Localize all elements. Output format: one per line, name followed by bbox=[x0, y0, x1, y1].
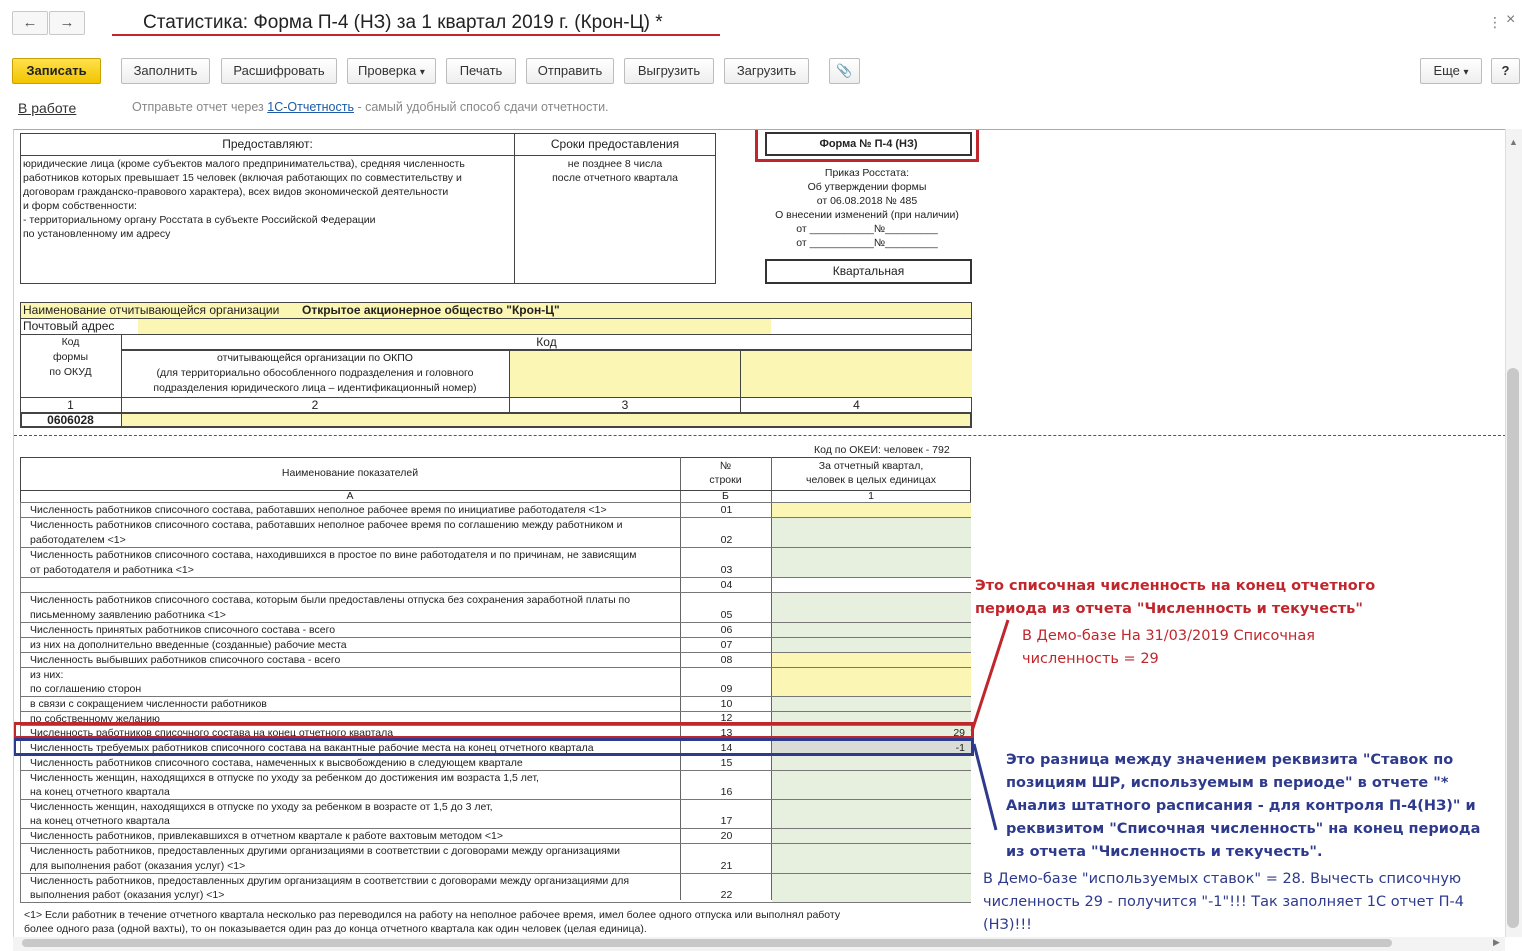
head-num-1: № bbox=[719, 460, 732, 472]
row-number: 07 bbox=[720, 639, 733, 651]
arrow-right-icon: → bbox=[59, 14, 75, 31]
row-label: Численность работников списочного состава, работавших неполное рабочее время по инициативе работодателя <1> bbox=[30, 504, 607, 516]
sub-1: 1 bbox=[868, 490, 874, 502]
row-label-continued: письменному заявлению работника <1> bbox=[30, 609, 226, 621]
arrow-left-icon: ← bbox=[22, 14, 38, 31]
row-number: 06 bbox=[720, 624, 733, 636]
row-number: 20 bbox=[720, 830, 733, 842]
row-number: 15 bbox=[720, 757, 733, 769]
window-title: Статистика: Форма П-4 (НЗ) за 1 квартал 2019 г. (Крон-Ц) * bbox=[143, 12, 663, 33]
code-col-4: 4 bbox=[853, 398, 860, 412]
row-label: из них на дополнительно введенные (созданные) рабочие места bbox=[30, 639, 347, 651]
red-connector bbox=[972, 620, 1008, 731]
code-header: Код bbox=[536, 335, 557, 349]
check-label: Проверка bbox=[358, 63, 417, 78]
okud-label-line: по ОКУД bbox=[49, 366, 92, 378]
row-label-continued: работодателем <1> bbox=[30, 534, 126, 546]
row-value-field[interactable]: -1 bbox=[772, 741, 971, 755]
org-name-value[interactable]: Открытое акционерное общество "Крон-Ц" bbox=[302, 303, 560, 317]
order-line: от ___________№_________ bbox=[796, 223, 938, 235]
annotation-blue-line: (НЗ)!!! bbox=[983, 917, 1032, 933]
annotation-red-bold-line: Это списочная численность на конец отчетного bbox=[975, 578, 1376, 594]
row-number: 17 bbox=[720, 815, 733, 827]
status-hint-suffix: - самый удобный способ сдачи отчетности. bbox=[357, 100, 609, 114]
export-button[interactable]: Выгрузить bbox=[624, 58, 714, 84]
provide-title: Предоставляют: bbox=[222, 137, 313, 151]
row-number: 02 bbox=[720, 534, 733, 546]
sub-b: Б bbox=[722, 490, 729, 502]
row-label: Численность выбывших работников списочного состава - всего bbox=[30, 654, 341, 666]
annotation-blue-bold bbox=[1006, 749, 1480, 864]
annotation-red-bold-line: периода из отчета "Численность и текучесть" bbox=[975, 601, 1363, 617]
row-label: Численность работников списочного состава, находившихся в простое по вине работодателя и по причинам, не зависящим bbox=[30, 549, 637, 561]
chevron-down-icon: ▾ bbox=[1463, 67, 1469, 78]
deadline-line: после отчетного квартала bbox=[552, 172, 678, 184]
send-button[interactable]: Отправить bbox=[526, 58, 614, 84]
decode-button[interactable]: Расшифровать bbox=[221, 58, 337, 84]
okei-note: Код по ОКЕИ: человек - 792 bbox=[814, 444, 950, 456]
annotation-red-bold bbox=[975, 575, 1375, 621]
row-number: 13 bbox=[720, 727, 733, 739]
close-icon[interactable]: × bbox=[1506, 11, 1516, 28]
row-label: Численность женщин, находящихся в отпуске по уходу за ребенком до достижения им возраста 1,5 лет, bbox=[30, 772, 539, 784]
order-line: Приказ Росстата: bbox=[824, 167, 910, 179]
import-button[interactable]: Загрузить bbox=[724, 58, 809, 84]
row-label: Численность работников, предоставленных другими организациями в соответствии с договорами между организациями bbox=[30, 845, 620, 857]
annotation-blue-bold-line: позициям ШР, используемым в периоде" в отчете "* bbox=[1006, 775, 1449, 791]
print-button[interactable]: Печать bbox=[446, 58, 516, 84]
provide-line: юридические лица (кроме субъектов малого предпринимательства), средняя численность bbox=[23, 158, 465, 170]
row-label: Численность женщин, находящихся в отпуске по уходу за ребенком в возрасте от 1,5 до 3 лет, bbox=[30, 801, 493, 813]
order-line: от ___________№_________ bbox=[796, 237, 938, 249]
scroll-right-icon[interactable]: ▶ bbox=[1493, 937, 1500, 947]
row-number: 03 bbox=[720, 564, 733, 576]
more-label: Еще bbox=[1433, 63, 1460, 78]
fill-button[interactable]: Заполнить bbox=[121, 58, 210, 84]
head-name: Наименование показателей bbox=[281, 467, 419, 479]
okpo-label-line: подразделения юридического лица – идентификационный номер) bbox=[153, 382, 477, 394]
form-number: Форма № П-4 (НЗ) bbox=[819, 138, 918, 150]
provide-line: по установленному им адресу bbox=[23, 228, 171, 240]
row-value-field[interactable]: 29 bbox=[772, 726, 971, 740]
row-label: в связи с сокращением численности работников bbox=[30, 698, 267, 710]
okud-label-line: Код bbox=[61, 336, 80, 348]
row-label: Численность работников, предоставленных другим организациям в соответствии с договорами между организациями для bbox=[30, 875, 630, 887]
annotation-blue-line: В Демо-базе "используемых ставок" = 28. Вычесть списочную bbox=[983, 871, 1462, 887]
row-number: 04 bbox=[720, 579, 733, 591]
row-label-continued: от работодателя и работника <1> bbox=[30, 564, 194, 576]
annotation-red bbox=[1022, 625, 1315, 671]
blue-connector bbox=[974, 744, 996, 830]
row-label-continued: по соглашению сторон bbox=[30, 683, 142, 695]
code-col-1: 1 bbox=[67, 398, 74, 412]
annotation-blue-bold-line: реквизитом "Списочная численность" на конец периода bbox=[1006, 821, 1481, 837]
row-number: 22 bbox=[720, 889, 733, 901]
chevron-down-icon: ▾ bbox=[419, 67, 425, 78]
row-number: 01 bbox=[720, 504, 733, 516]
code-col-2: 2 bbox=[311, 398, 319, 412]
annotation-red-line: численность = 29 bbox=[1022, 651, 1159, 667]
help-button[interactable]: ? bbox=[1491, 58, 1520, 84]
reporting-service-link[interactable]: 1С-Отчетность bbox=[267, 100, 354, 114]
deadline-line: не позднее 8 числа bbox=[567, 158, 663, 170]
row-label-continued: для выполнения работ (оказания услуг) <1> bbox=[30, 860, 246, 872]
provide-line: - территориальному органу Росстата в субъекте Российской Федерации bbox=[23, 214, 376, 226]
head-val-1: За отчетный квартал, bbox=[818, 460, 924, 472]
order-line: от 06.08.2018 № 485 bbox=[816, 195, 918, 207]
deadline-title: Сроки предоставления bbox=[550, 137, 680, 151]
row-label-continued: выполнения работ (оказания услуг) <1> bbox=[30, 889, 225, 901]
okpo-label-line: (для территориально обособленного подразделения и головного bbox=[156, 367, 474, 379]
annotation-blue-bold-line: из отчета "Численность и текучесть". bbox=[1006, 844, 1323, 860]
row-label: Численность принятых работников списочного состава - всего bbox=[30, 624, 336, 636]
row-number: 16 bbox=[720, 786, 733, 798]
annotation-blue bbox=[983, 868, 1464, 937]
provide-line: работников которых превышает 15 человек (включая работающих по совместительству и bbox=[23, 172, 462, 184]
code-col-3: 3 bbox=[621, 398, 629, 412]
order-line: О внесении изменений (при наличии) bbox=[775, 209, 959, 221]
row-number: 12 bbox=[720, 712, 733, 724]
org-name-label: Наименование отчитывающейся организации bbox=[23, 303, 280, 317]
row-label: Численность требуемых работников списочного состава на вакантные рабочие места на конец отчетного квартала bbox=[30, 742, 594, 754]
scroll-up-icon[interactable]: ▲ bbox=[1509, 137, 1518, 147]
row-number: 05 bbox=[720, 609, 733, 621]
org-address-label: Почтовый адрес bbox=[23, 319, 115, 333]
row-label-continued: на конец отчетного квартала bbox=[30, 815, 170, 827]
head-val-2: человек в целых единицах bbox=[806, 474, 936, 486]
annotation-blue-bold-line: Анализ штатного расписания - для контроля П-4(НЗ)" и bbox=[1006, 798, 1476, 814]
row-number: 08 bbox=[720, 654, 733, 666]
row-number: 14 bbox=[720, 742, 733, 754]
annotation-red-line: В Демо-базе На 31/03/2019 Списочная bbox=[1022, 628, 1316, 644]
head-num-2: строки bbox=[709, 474, 742, 486]
row-number: 09 bbox=[720, 683, 733, 695]
footnote-line-1: <1> Если работник в течение отчетного квартала несколько раз переводился на работу на неполное рабочее время, имел более одного отпуска или выполнял работу bbox=[24, 909, 841, 921]
annotation-blue-line: численность 29 - получится "-1"!!! Так заполняет 1С отчет П-4 bbox=[983, 894, 1464, 910]
status-hint-prefix: Отправьте отчет через bbox=[132, 100, 264, 114]
row-label: Численность работников списочного состава, намеченных к высвобождению в следующем квартале bbox=[30, 757, 523, 769]
annotation-blue-bold-line: Это разница между значением реквизита "Ставок по bbox=[1006, 752, 1454, 768]
row-label: Численность работников списочного состава, которым были предоставлены отпуска без сохранения заработной платы по bbox=[30, 594, 631, 606]
order-line: Об утверждении формы bbox=[807, 181, 927, 193]
paperclip-icon: 📎 bbox=[836, 63, 853, 78]
more-actions-icon[interactable]: ⋮ bbox=[1488, 14, 1502, 30]
row-label: Численность работников, привлекавшихся в отчетном квартале к работе вахтовым методом <1> bbox=[30, 830, 503, 842]
row-number: 21 bbox=[720, 860, 733, 872]
footnote-line-2: более одного раза (одной вахты), то он показывается один раз до конца отчетного квартала как один человек (целая единица). bbox=[24, 923, 647, 935]
periodicity: Квартальная bbox=[832, 264, 905, 278]
status-link[interactable]: В работе bbox=[18, 100, 77, 116]
provide-line: и форм собственности: bbox=[23, 200, 137, 212]
okud-label-line: формы bbox=[52, 351, 89, 363]
row-label-continued: на конец отчетного квартала bbox=[30, 786, 170, 798]
okpo-label-line: отчитывающейся организации по ОКПО bbox=[217, 352, 413, 364]
sub-a: А bbox=[346, 490, 354, 502]
row-label: из них: bbox=[30, 669, 64, 681]
provide-line: договорам гражданско-правового характера), всех видов экономической деятельности bbox=[23, 186, 449, 198]
row-number: 10 bbox=[720, 698, 733, 710]
row-label: Численность работников списочного состава на конец отчетного квартала bbox=[30, 727, 394, 739]
row-label: по собственному желанию bbox=[30, 713, 160, 725]
save-button[interactable]: Записать bbox=[12, 58, 101, 84]
row-label: Численность работников списочного состава, работавших неполное рабочее время по соглашению между работником и bbox=[30, 519, 623, 531]
okud-code: 0606028 bbox=[47, 413, 94, 427]
